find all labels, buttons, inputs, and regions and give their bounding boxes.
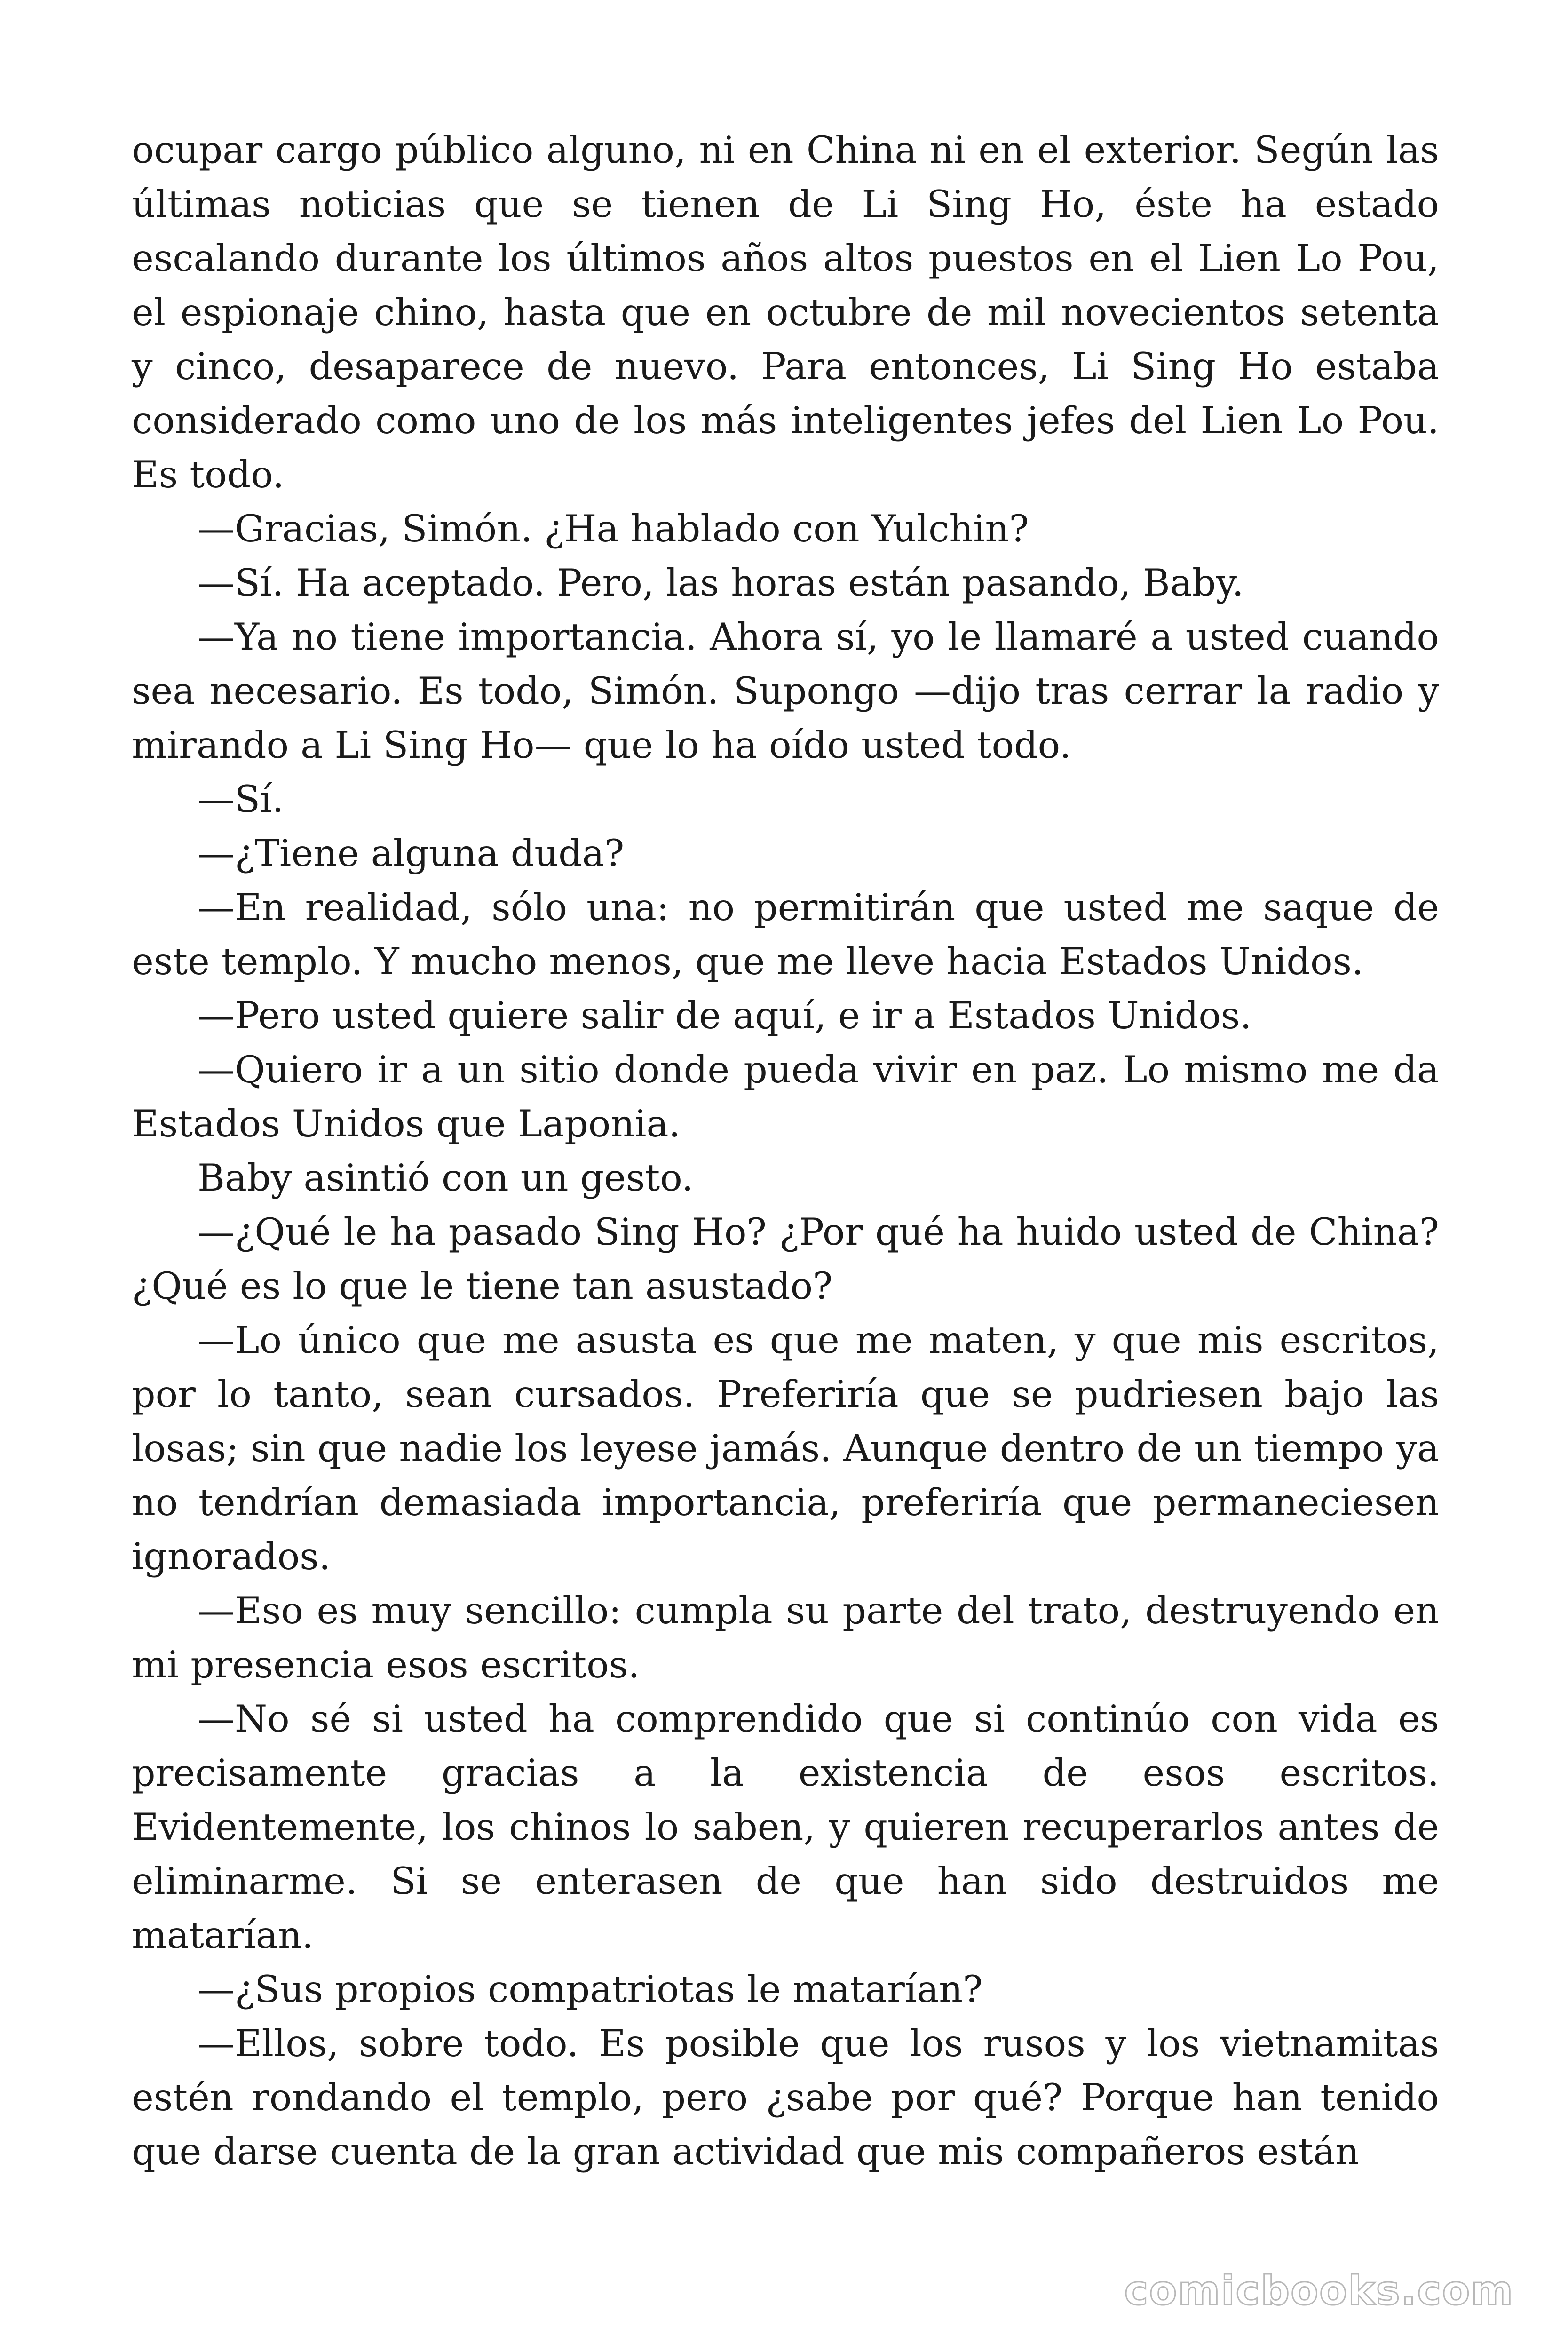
paragraph: —Ya no tiene importancia. Ahora sí, yo le llamaré a usted cuando sea necesario. Es todo, Simón. Supongo —dijo tras cerrar la radio y mirando a Li Sing Ho— que lo ha oído usted todo. [132, 615, 1439, 767]
paragraph: —No sé si usted ha comprendido que si continúo con vida es precisamente gracias a la existencia de esos escritos. Evidentemente, los chinos lo saben, y quieren recuperarlos antes de eliminarme. Si se enterasen de que han sido destruidos me matarían. [132, 1697, 1439, 1957]
paragraph: —Ellos, sobre todo. Es posible que los rusos y los vietnamitas estén rondando el templo, pero ¿sabe por qué? Porque han tenido que darse cuenta de la gran actividad que mis compañeros están [132, 2022, 1439, 2173]
paragraph: —Pero usted quiere salir de aquí, e ir a Estados Unidos. [198, 994, 1252, 1037]
paragraph: —Eso es muy sencillo: cumpla su parte del trato, destruyendo en mi presencia esos escritos. [132, 1589, 1439, 1686]
paragraph: —¿Sus propios compatriotas le matarían? [198, 1968, 983, 2011]
paragraph: —Gracias, Simón. ¿Ha hablado con Yulchin? [198, 507, 1029, 550]
paragraph: —Quiero ir a un sitio donde pueda vivir en paz. Lo mismo me da Estados Unidos que Laponia. [132, 1048, 1439, 1145]
paragraph: —En realidad, sólo una: no permitirán que usted me saque de este templo. Y mucho menos, que me lleve hacia Estados Unidos. [132, 886, 1439, 983]
watermark: comicbooks.com [1124, 2267, 1514, 2314]
page-body [132, 123, 1439, 2179]
paragraph: —Lo único que me asusta es que me maten, y que mis escritos, por lo tanto, sean cursados. Preferiría que se pudriesen bajo las losas; sin que nadie los leyese jamás. Aunque dentro de un tiempo ya no tendrían demasiada importancia, preferiría que permaneciesen ignorados. [132, 1319, 1439, 1578]
paragraph: ocupar cargo público alguno, ni en China ni en el exterior. Según las últimas noticias que se tienen de Li Sing Ho, éste ha estado escalando durante los últimos años altos puestos en el Lien Lo Pou, el espionaje chino, hasta que en octubre de mil novecientos setenta y cinco, desaparece de nuevo. Para entonces, Li Sing Ho estaba considerado como uno de los más inteligentes jefes del Lien Lo Pou. Es todo. [132, 128, 1439, 496]
paragraph: —¿Qué le ha pasado Sing Ho? ¿Por qué ha huido usted de China? ¿Qué es lo que le tiene tan asustado? [132, 1210, 1439, 1308]
paragraph: —Sí. Ha aceptado. Pero, las horas están pasando, Baby. [198, 561, 1244, 604]
paragraph: —¿Tiene alguna duda? [198, 832, 625, 875]
paragraph: Baby asintió con un gesto. [198, 1156, 694, 1200]
paragraph: —Sí. [198, 778, 284, 821]
